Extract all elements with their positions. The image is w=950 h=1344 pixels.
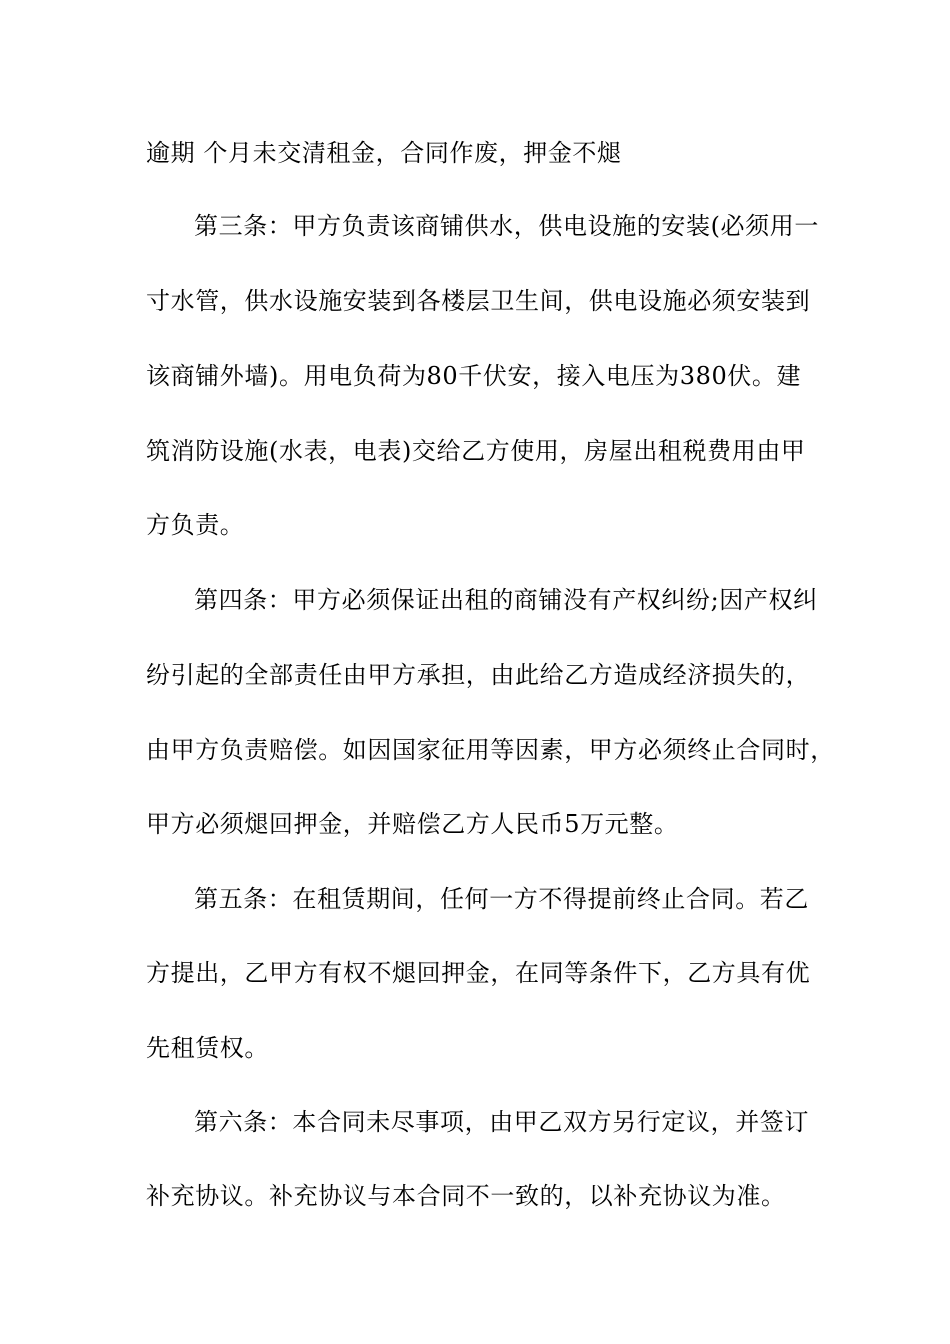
- article-5-line: 第五条：在租赁期间，任何一方不得提前终止合同。若乙: [194, 885, 809, 913]
- text-line: 先租赁权。: [146, 1034, 269, 1062]
- text-line: 该商铺外墙)。用电负荷为80千伏安，接入电压为380伏。建: [146, 362, 802, 390]
- text-line: 方负责。: [146, 511, 245, 539]
- text-line: 由甲方负责赔偿。如因国家征用等因素，甲方必须终止合同时，: [146, 736, 835, 764]
- text-line: 筑消防设施(水表，电表)交给乙方使用，房屋出租税费用由甲: [146, 437, 806, 465]
- text-line: 方提出，乙甲方有权不煺回押金，在同等条件下，乙方具有优: [146, 959, 811, 987]
- article-4-line: 第四条：甲方必须保证出租的商铺没有产权纠纷;因产权纠: [194, 586, 818, 614]
- article-6-line: 第六条：本合同未尽事项，由甲乙双方另行定议，并签订: [194, 1108, 809, 1136]
- article-3-line: 第三条：甲方负责该商铺供水，供电设施的安装(必须用一: [194, 212, 819, 240]
- text-line: 甲方必须煺回押金，并赔偿乙方人民币5万元整。: [146, 810, 679, 838]
- text-line: 补充协议。补充协议与本合同不一致的，以补充协议为准。: [146, 1182, 786, 1210]
- text-line: 逾期 个月未交清租金，合同作废，押金不煺: [146, 139, 622, 167]
- text-line: 寸水管，供水设施安装到各楼层卫生间，供电设施必须安装到: [146, 287, 811, 315]
- text-line: 纷引起的全部责任由甲方承担，由此给乙方造成经济损失的，: [146, 661, 811, 689]
